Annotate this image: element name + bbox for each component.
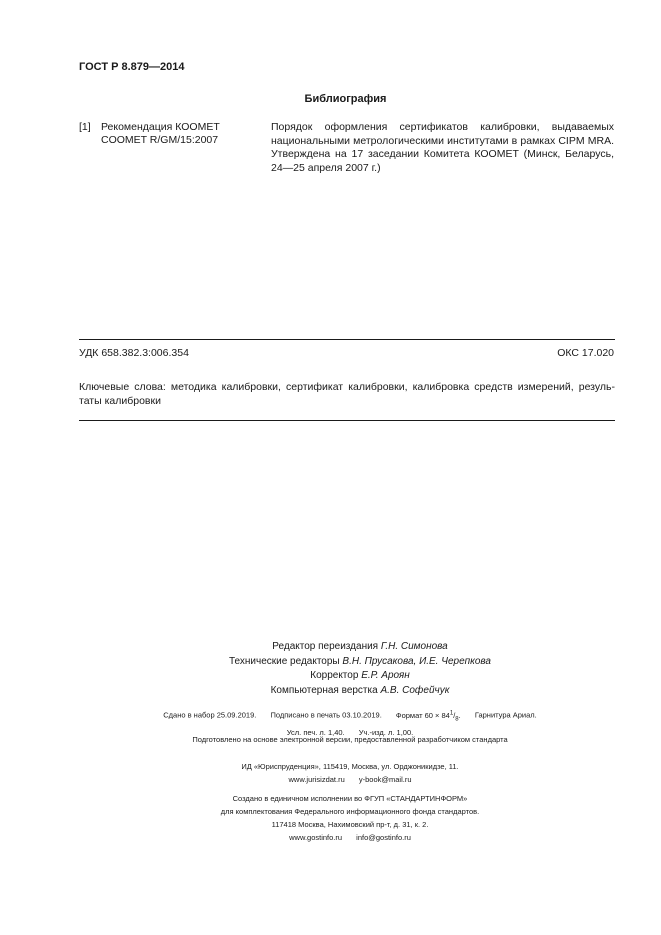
credit-tech-names: В.Н. Прусакова, И.Е. Черепкова [342,655,491,667]
standartinform-email: info@gostinfo.ru [356,832,411,842]
publisher-block [110,761,590,786]
credit-layout-name: А.В. Софейчук [380,684,450,696]
credit-editor [160,640,560,655]
oks-code: ОКС 17.020 [557,347,614,359]
print-signed: Подписано в печать 03.10.2019. [270,710,382,720]
credit-tech-editors [160,655,560,670]
credit-proof-label: Корректор [310,670,359,681]
credit-layout-label: Компьютерная верстка [270,684,378,696]
prepared-note: Подготовлено на основе электронной версии, предоставленной разработчиком стандарта [192,735,508,744]
standartinform-contacts [110,819,590,844]
print-sheets: Усл. печ. л. 1,40. [286,728,345,737]
divider-bottom [79,420,615,421]
bibliography-entry-description: Порядок оформления сертификатов калибровки, выдаваемых национальными метрологическими институтами в рамках CIPM MRA. Утверждена на 17 заседании Комитета КООМЕТ (Минск, Беларусь, 24—25 апреля 2007 г.) [271,121,614,175]
bibliography-entry-number: [1] [79,121,91,133]
standard-code: ГОСТ Р 8.879—2014 [79,61,185,73]
publisher-contacts [110,774,590,787]
credit-proofreader [160,669,560,684]
publisher-site: www.jurisizdat.ru [288,774,345,784]
keywords-line-1: Ключевые слова: методика калибровки, сертификат калибровки, калибровка средств измерений, резуль- [79,381,615,393]
standartinform-line-2: для комплектования Федерального информационного фонда стандартов. [220,806,480,816]
credit-editor-name: Г.Н. Симонова [380,641,448,652]
bibliography-title: Библиография [304,93,387,105]
publisher-address: ИД «Юриспруденция», 115419, Москва, ул. Орджоникидзе, 11. [241,762,459,771]
standartinform-line-1: Создано в единичном исполнении во ФГУП «СТАНДАРТИНФОРМ» [232,794,468,803]
standartinform-block [110,793,590,818]
standartinform-web [110,832,590,845]
print-format: Формат $60 \times 84^1/_8$. [395,710,461,722]
print-typeface: Гарнитура Ариал. [474,710,537,720]
keywords-line-2: таты калибровки [79,394,161,407]
keywords-block [79,381,615,408]
bibliography-entry-source: Рекомендация КООМЕТ COOMET R/GM/15:2007 [101,121,220,146]
divider-top [79,339,615,340]
credit-layout [160,684,560,699]
print-info-row-1 [110,707,590,726]
publisher-email: y-book@mail.ru [358,774,412,784]
print-submitted: Сдано в набор 25.09.2019. [163,710,257,720]
credit-proof-name: Е.Р. Ароян [361,670,410,681]
udk-code: УДК 658.382.3:006.354 [79,347,189,359]
credit-editor-label: Редактор переиздания [272,641,379,652]
credits-block [160,640,560,698]
publisher-sheets: Уч.-изд. л. 1,00. [358,728,414,737]
credit-tech-label: Технические редакторы [228,655,340,667]
standartinform-site: www.gostinfo.ru [289,832,343,842]
standartinform-address: 117418 Москва, Нахимовский пр-т, д. 31, к. 2. [271,820,429,829]
